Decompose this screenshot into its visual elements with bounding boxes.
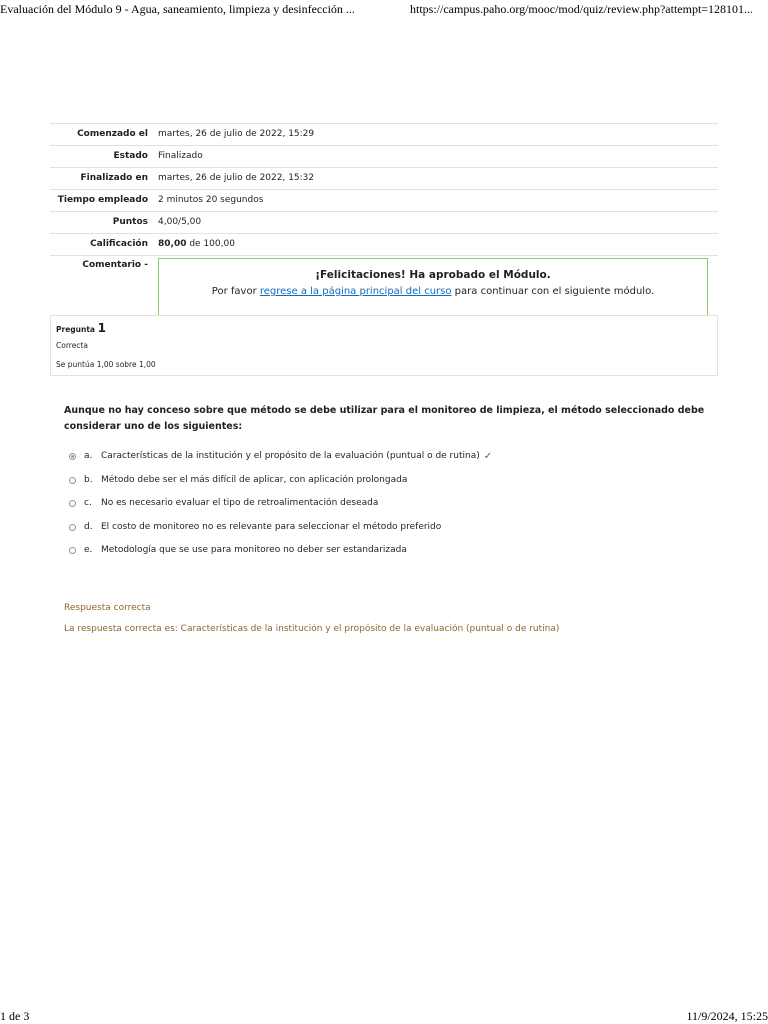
specific-feedback: Respuesta correcta	[64, 603, 151, 613]
answer-letter: d.	[84, 521, 93, 532]
summary-row-state	[50, 146, 718, 168]
question-grade: Se puntúa 1,00 sobre 1,00	[56, 360, 156, 369]
grade-score: 80,00	[158, 239, 187, 249]
time-value: 2 minutos 20 segundos	[153, 190, 718, 212]
answer-list	[69, 451, 492, 569]
attempt-summary-table	[50, 123, 718, 319]
radio-icon[interactable]	[69, 547, 76, 554]
question-state: Correcta	[56, 341, 88, 350]
radio-icon[interactable]	[69, 524, 76, 531]
comment-value	[153, 256, 718, 320]
print-page-number: 1 de 3	[0, 1009, 30, 1023]
points-value: 4,00/5,00	[153, 212, 718, 234]
grade-label: Calificación	[50, 234, 153, 256]
question-label: Pregunta	[56, 325, 98, 334]
answer-option-c[interactable]	[69, 498, 492, 522]
state-value: Finalizado	[153, 146, 718, 168]
answer-letter: e.	[84, 545, 93, 555]
check-icon: ✓	[483, 451, 493, 462]
summary-row-finished	[50, 168, 718, 190]
answer-text: Método debe ser el más difícil de aplicar, con aplicación prolongada	[101, 474, 408, 485]
radio-icon[interactable]	[69, 477, 76, 484]
question-text: Aunque no hay conceso sobre que método se debe utilizar para el monitoreo de limpieza, el método seleccionado debe considerar uno de los siguientes:	[64, 405, 705, 432]
feedback-post: para continuar con el siguiente módulo.	[451, 286, 655, 297]
answer-text: El costo de monitoreo no es relevante para seleccionar el método preferido	[101, 521, 442, 532]
print-datetime: 11/9/2024, 15:25	[686, 1009, 768, 1023]
answer-text: Características de la institución y el propósito de la evaluación (puntual o de rutina)	[101, 451, 480, 461]
answer-option-b[interactable]	[69, 475, 492, 499]
radio-selected-icon[interactable]	[69, 453, 76, 460]
overall-feedback-box	[158, 258, 708, 316]
summary-row-grade	[50, 234, 718, 256]
comment-label: Comentario -	[50, 256, 153, 320]
answer-option-a[interactable]	[69, 451, 492, 475]
feedback-line	[159, 283, 707, 300]
time-label: Tiempo empleado	[50, 190, 153, 212]
started-value: martes, 26 de julio de 2022, 15:29	[153, 124, 718, 146]
print-footer	[0, 1009, 768, 1024]
feedback-title: ¡Felicitaciones! Ha aprobado el Módulo.	[315, 269, 551, 281]
answer-option-e[interactable]	[69, 545, 492, 569]
course-home-link[interactable]: regrese a la página principal del curso	[259, 286, 452, 297]
answer-option-d[interactable]	[69, 522, 492, 546]
answer-letter: c.	[84, 498, 92, 508]
grade-max: de 100,00	[186, 239, 235, 249]
feedback-pre: Por favor	[211, 286, 260, 297]
answer-text: Metodología que se use para monitoreo no deber ser estandarizada	[101, 545, 407, 555]
grade-value	[153, 234, 718, 256]
points-label: Puntos	[50, 212, 153, 234]
summary-row-started	[50, 124, 718, 146]
question-outcome	[64, 601, 559, 636]
question-number	[56, 321, 106, 335]
summary-row-time	[50, 190, 718, 212]
answer-letter: a.	[84, 451, 93, 461]
summary-row-points	[50, 212, 718, 234]
finished-value: martes, 26 de julio de 2022, 15:32	[153, 168, 718, 190]
started-label: Comenzado el	[50, 124, 153, 146]
summary-row-comment	[50, 256, 718, 320]
state-label: Estado	[50, 146, 153, 168]
right-answer: La respuesta correcta es: Características de la institución y el propósito de la evaluación (puntual o de rutina)	[64, 624, 560, 634]
answer-text: No es necesario evaluar el tipo de retroalimentación deseada	[101, 498, 379, 508]
answer-letter: b.	[84, 474, 93, 485]
finished-label: Finalizado en	[50, 168, 153, 190]
print-header	[0, 0, 768, 18]
question-info-box	[50, 315, 718, 376]
radio-icon[interactable]	[69, 500, 76, 507]
print-page-title: Evaluación del Módulo 9 - Agua, saneamiento, limpieza y desinfección ...	[0, 2, 355, 16]
question-num: 1	[97, 321, 106, 335]
print-page-url: https://campus.paho.org/mooc/mod/quiz/review.php?attempt=128101...	[410, 2, 754, 16]
